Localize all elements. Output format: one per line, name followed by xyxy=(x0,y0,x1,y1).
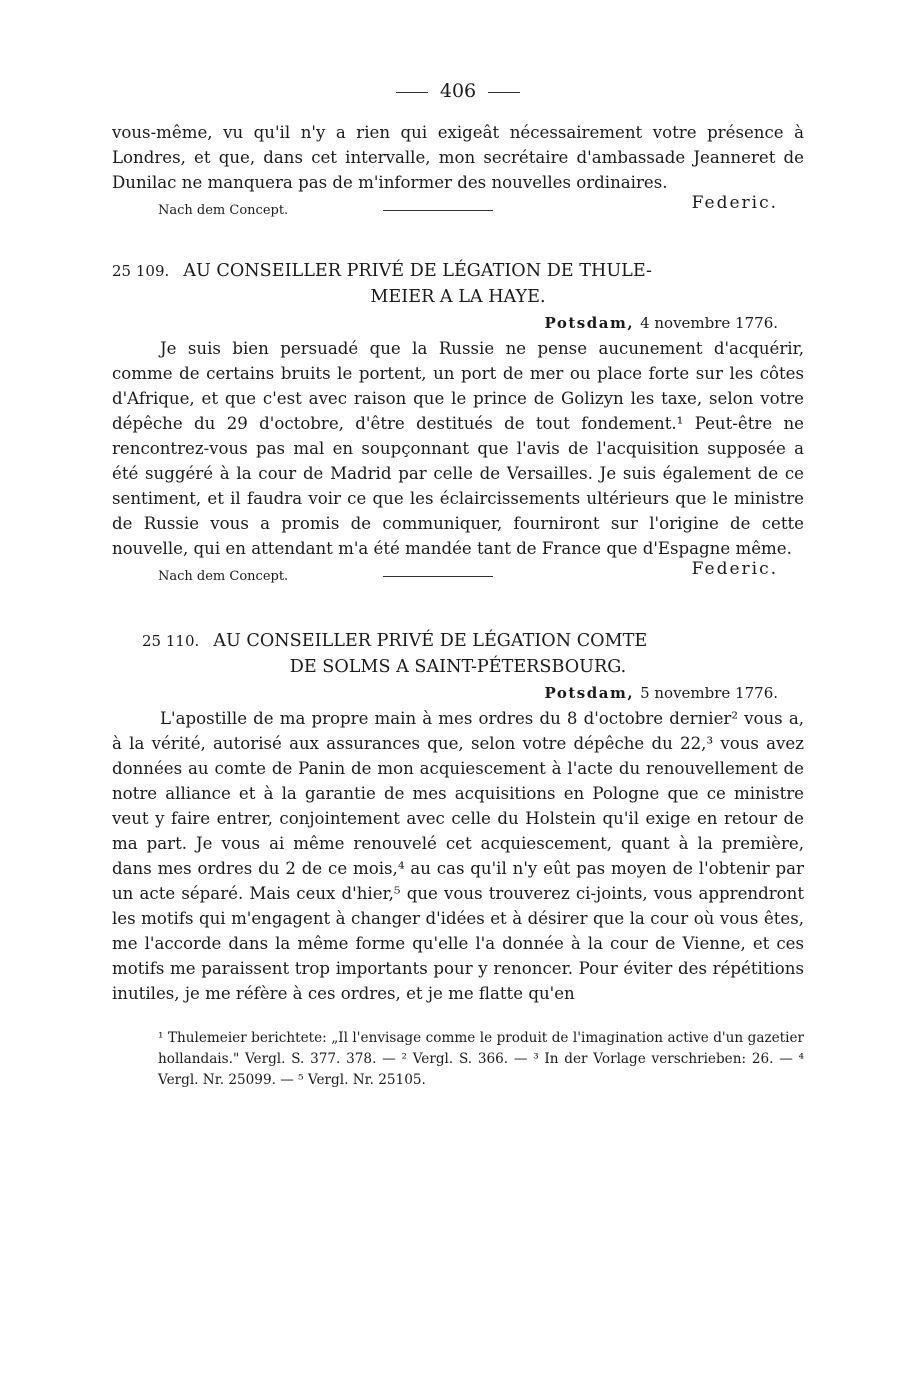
letter-place: Potsdam, xyxy=(544,684,635,702)
letter-number: 25 109. xyxy=(112,262,170,280)
letter-date: 4 novembre 1776. xyxy=(640,314,778,332)
letter-heading-line1: AU CONSEILLER PRIVÉ DE LÉGATION COMTE xyxy=(213,631,648,651)
letter-source: Nach dem Concept. xyxy=(158,569,289,584)
document-page xyxy=(112,80,804,1091)
letter-heading-line2: MEIER A LA HAYE. xyxy=(370,287,546,307)
letter-heading-25109 xyxy=(112,258,804,310)
letter-signature: Federic. xyxy=(691,559,778,579)
letter-heading-line1: AU CONSEILLER PRIVÉ DE LÉGATION DE THULE- xyxy=(183,261,652,281)
letter-dateline xyxy=(112,314,804,332)
page-number-line xyxy=(112,80,804,102)
letter-heading-25110 xyxy=(112,628,804,680)
letter-heading-line2: DE SOLMS A SAINT-PÉTERSBOURG. xyxy=(289,657,627,677)
letter-dateline xyxy=(112,684,804,702)
letter-date: 5 novembre 1776. xyxy=(640,684,778,702)
section-divider xyxy=(383,576,493,577)
section-divider xyxy=(383,210,493,211)
letter-number: 25 110. xyxy=(142,632,200,650)
letter-body: Je suis bien persuadé que la Russie ne pense aucunement d'acquérir, comme de certains bruits le portent, un port de mer ou place forte sur les côtes d'Afrique, et que c'est avec raison que le prince de Golizyn les taxe, selon votre dépêche du 29 d'octobre, d'être destitués de tout fondement.¹ Peut-être ne rencontrez-vous pas mal en soupçonnant que l'avis de l'acquisition supposée a été suggéré à la cour de Madrid par celle de Versailles. Je suis également de ce sentiment, et il faudra voir ce que les éclaircissements ultérieurs que le ministre de Russie vous a promis de communiquer, fourniront sur l'origine de cette nouvelle, qui en attendant m'a été mandée tant de France que d'Espagne même. xyxy=(112,339,804,558)
footnotes: ¹ Thulemeier berichtete: „Il l'envisage comme le produit de l'imagination active d'un gazetier hollandais." Vergl. S. 377. 378. — ² Vergl. S. 366. — ³ In der Vorlage verschrieben: 26. — ⁴ Vergl. Nr. 25099. — ⁵ Vergl. Nr. 25105. xyxy=(158,1030,804,1088)
intro-signature: Federic. xyxy=(691,193,778,213)
page-number-dash-right xyxy=(488,92,520,93)
letter-body: L'apostille de ma propre main à mes ordres du 8 d'octobre dernier² vous a, à la vérité, autorisé aux assurances que, selon votre dépêche du 22,³ vous avez données au comte de Panin de mon acquiescement à l'acte du renouvellement de notre alliance et à la garantie de mes acquisitions en Pologne que ce ministre veut y faire entrer, conjointement avec celle du Holstein qu'il exige en retour de ma part. Je vous ai même renouvelé cet acquiescement, quant à la première, dans mes ordres du 2 de ce mois,⁴ au cas qu'il n'y eût pas moyen de l'obtenir par un acte séparé. Mais ceux d'hier,⁵ que vous trouverez ci-joints, vous apprendront les motifs qui m'engagent à changer d'idées et à désirer que la cour où vous êtes, me l'accorde dans la même forme qu'elle l'a donnée à la cour de Vienne, et ces motifs me paraissent trop importants pour y renoncer. Pour éviter des répétitions inutiles, je me réfère à ces ordres, et je me flatte qu'en xyxy=(112,709,804,1003)
page-number-dash-left xyxy=(396,92,428,93)
intro-paragraph: vous-même, vu qu'il n'y a rien qui exigeât nécessairement votre présence à Londres, et que, dans cet intervalle, mon secrétaire d'ambassade Jeanneret de Dunilac ne manquera pas de m'informer des nouvelles ordinaires. xyxy=(112,123,804,192)
intro-source: Nach dem Concept. xyxy=(158,203,289,218)
letter-place: Potsdam, xyxy=(544,314,635,332)
page-number: 406 xyxy=(439,80,477,102)
